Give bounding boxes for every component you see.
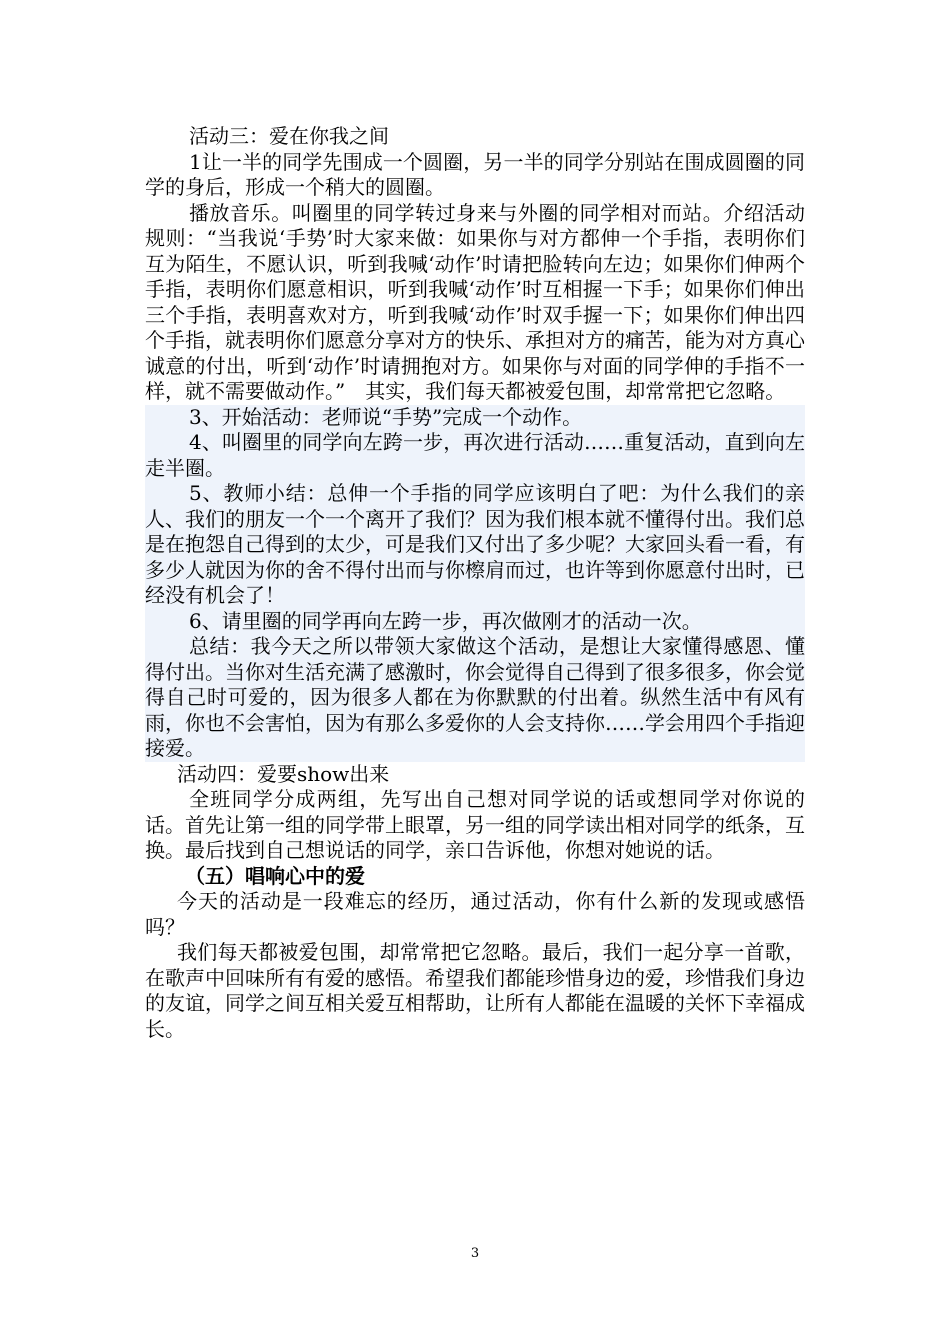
highlighted-section [145, 405, 805, 762]
section-heading-five: （五）唱响心中的爱 [185, 863, 365, 888]
document-body [145, 124, 805, 1042]
paragraph-step-four: 4、叫圈里的同学向左跨一步，再次进行活动……重复活动，直到向左走半圈。 [145, 430, 805, 480]
paragraph-step-five: 5、教师小结：总伸一个手指的同学应该明白了吧：为什么我们的亲人、我们的朋友一个一个离开了我们？因为我们根本就不懂得付出。我们总是在抱怨自己得到的太少，可是我们又付出了多少呢？大家回头看一看，有多少人就因为你的舍不得付出而与你檫肩而过，也许等到你愿意付出时，已经没有机会了！ [145, 481, 805, 607]
paragraph-rules: 播放音乐。叫圈里的同学转过身来与外圈的同学相对而站。介绍活动规则：“当我说‘手势’时大家来做：如果你与对方都伸一个手指，表明你们互为陌生，不愿认识，听到我喊‘动作’时请把脸转向左边；如果你们伸两个手指，表明你们愿意相识，听到我喊‘动作’时互相握一下手；如果你们伸出三个手指，表明喜欢对方，听到我喊‘动作’时双手握一下；如果你们伸出四个手指，就表明你们愿意分享对方的快乐、承担对方的痛苦，能为对方真心诚意的付出，听到‘动作’时请拥抱对方。如果你与对面的同学伸的手指不一样，就不需要做动作。” 其实，我们每天都被爱包围，却常常把它忽略。 [145, 200, 805, 403]
paragraph-closing: 我们每天都被爱包围，却常常把它忽略。最后，我们一起分享一首歌，在歌声中回味所有有爱的感悟。希望我们都能珍惜身边的爱，珍惜我们身边的友谊，同学之间互相关爱互相帮助，让所有人都能在温暖的关怀下幸福成长。 [145, 940, 805, 1041]
paragraph-question: 今天的活动是一段难忘的经历，通过活动，你有什么新的发现或感悟吗？ [145, 889, 805, 939]
paragraph-activity-four-title: 活动四：爱要show出来 [177, 761, 390, 786]
paragraph-summary: 总结：我今天之所以带领大家做这个活动，是想让大家懂得感恩、懂得付出。当你对生活充满了感激时，你会觉得自己得到了很多很多，你会觉得自己时可爱的，因为很多人都在为你默默的付出着。纵然生活中有风有雨，你也不会害怕，因为有那么多爱你的人会支持你……学会用四个手指迎接爱。 [145, 634, 805, 760]
paragraph-step-three: 3、开始活动：老师说“手势”完成一个动作。 [189, 404, 583, 429]
paragraph-step-six: 6、请里圈的同学再向左跨一步，再次做刚才的活动一次。 [189, 608, 702, 633]
paragraph-activity-four-body: 全班同学分成两组，先写出自己想对同学说的话或想同学对你说的话。首先让第一组的同学带上眼罩，另一组的同学读出相对同学的纸条，互换。最后找到自己想说话的同学，亲口告诉他，你想对她说的话。 [145, 787, 805, 862]
page-number: 3 [470, 1246, 480, 1261]
paragraph-step-one: 1让一半的同学先围成一个圆圈，另一半的同学分别站在围成圆圈的同学的身后，形成一个稍大的圆圈。 [145, 149, 805, 199]
paragraph-activity-three-title: 活动三：爱在你我之间 [189, 124, 389, 148]
